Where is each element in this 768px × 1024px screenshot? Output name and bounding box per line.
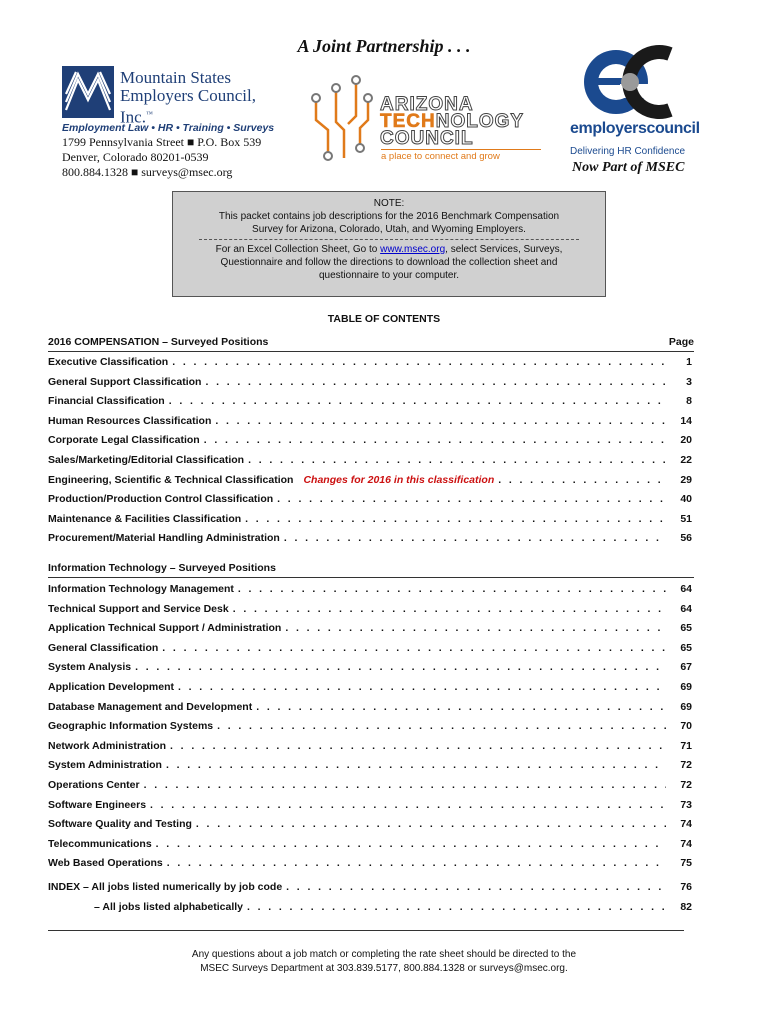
toc-entry[interactable] [48,701,692,715]
toc-entry-note: Changes for 2016 in this classification [303,473,495,486]
toc-entry-page: 3 [686,375,692,388]
toc-entry[interactable] [48,681,692,695]
note-divider [199,239,579,240]
toc-entry[interactable] [48,838,692,852]
address-line: Denver, Colorado 80201-0539 [62,150,209,164]
section-heading-label: Information Technology – Surveyed Positions [48,562,276,574]
toc-entry-page: 82 [680,900,692,913]
toc-entry[interactable] [48,779,692,793]
toc-entry-label: Application Development [48,681,175,693]
footer [0,948,768,976]
dot-leader [233,603,666,615]
toc-entry-label: Information Technology Management [48,583,234,595]
toc-entry[interactable] [48,532,692,546]
dot-leader [204,434,666,446]
toc-entry[interactable] [48,799,692,813]
atc-line2-tech: TECH [380,111,436,132]
toc-entry-page: 69 [680,700,692,713]
toc-entry[interactable] [48,603,692,617]
toc-entry[interactable] [48,454,692,468]
toc-entry-page: 72 [680,759,692,772]
toc-entry-label: Technical Support and Service Desk [48,602,229,615]
toc-entry-label: Telecommunications [48,837,152,850]
dot-leader [286,881,666,893]
atc-tagline: a place to connect and grow [381,149,541,162]
atc-logo [306,72,546,164]
dot-leader [178,681,666,693]
ec-tagline: Delivering HR Confidence [570,146,686,157]
dot-leader [248,454,666,466]
note-heading: NOTE: [373,198,405,209]
toc-entry-page: 70 [680,720,692,733]
note-line: Questionnaire and follow the directions to download the collection sheet and [220,257,558,268]
toc-entry-label: Maintenance & Facilities Classification [48,512,242,525]
toc-entry-label: Application Technical Support / Administration [48,622,282,635]
note-line: This packet contains job descriptions for the 2016 Benchmark Compensation [218,211,560,222]
note-box [172,191,606,297]
footer-line: MSEC Surveys Department at 303.839.5177, 800.884.1328 or surveys@msec.org. [200,963,568,974]
toc-entry-page: 40 [680,493,692,506]
toc-entry[interactable] [48,881,692,895]
dot-leader [166,759,666,771]
mountain-logo-icon [62,66,114,118]
toc-entry-label: – All jobs listed alphabetically [94,900,243,913]
toc-entry-page: 65 [680,641,692,654]
section-heading-it [48,562,694,578]
toc-entry[interactable] [48,583,692,597]
toc-entry-page: 71 [680,739,692,752]
toc-entry-label: General Support Classification [48,375,202,388]
toc-entry[interactable] [48,395,692,409]
toc-title: TABLE OF CONTENTS [327,313,441,325]
toc-entry[interactable] [48,434,692,448]
dot-leader [205,376,666,388]
address-line: 800.884.1328 ■ surveys@msec.org [62,165,233,179]
toc-entry-page: 1 [686,356,692,368]
section-heading-label: 2016 COMPENSATION – Surveyed Positions [48,336,269,348]
dot-leader [277,493,666,505]
toc-entry[interactable] [48,376,692,390]
dot-leader [284,532,666,544]
collection-suffix: , select Services, Surveys, [445,244,563,255]
dot-leader [169,395,666,407]
section-heading-compensation [48,336,694,352]
toc-entry-page: 74 [680,818,692,831]
toc-entry-label: Engineering, Scientific & Technical Classification [48,473,294,486]
dot-leader [256,701,666,713]
msec-link[interactable]: www.msec.org [380,244,446,255]
toc-entry-page: 69 [680,681,692,693]
toc-entry[interactable] [48,513,692,527]
toc-entry-label: System Administration [48,759,162,772]
toc-entry-page: 72 [680,779,692,791]
bottom-divider [48,930,684,931]
dot-leader [135,661,666,673]
page-title: A Joint Partnership . . . [297,36,471,56]
toc-entry[interactable] [48,642,692,656]
circuit-icon [306,72,378,164]
ec-logo [568,42,698,178]
footer-line: Any questions about a job match or completing the rate sheet should be directed to the [191,949,577,960]
toc-entry[interactable] [48,740,692,754]
toc-entry-page: 67 [680,661,692,674]
toc-entry[interactable] [48,759,692,773]
toc-entry[interactable] [48,661,692,675]
toc-entry[interactable] [94,901,692,915]
toc-entry-page: 64 [680,583,692,595]
dot-leader [238,583,666,595]
toc-entry-page: 74 [680,837,692,850]
dot-leader [196,818,666,830]
toc-entry-page: 8 [686,395,692,408]
toc-entry-label: System Analysis [48,661,132,674]
toc-entry-label: Operations Center [48,779,140,791]
toc-entry-label: Procurement/Material Handling Administration [48,532,280,545]
toc-entry-page: 29 [680,473,692,486]
toc-entry-page: 22 [680,454,692,466]
toc-entry-label: Software Engineers [48,798,147,811]
toc-entry-label: Corporate Legal Classification [48,434,200,447]
dot-leader [217,720,666,732]
toc-entry-label: Network Administration [48,739,167,752]
dot-leader [215,415,666,427]
toc-entry-label: General Classification [48,641,159,654]
toc-entry-label: Sales/Marketing/Editorial Classification [48,454,245,466]
dot-leader [285,622,666,634]
toc-entry-page: 20 [680,434,692,447]
note-line: questionnaire to your computer. [318,270,460,281]
collection-prefix: For an Excel Collection Sheet, Go to [215,244,381,255]
atc-name [380,96,524,147]
msec-name [120,69,292,127]
toc-entry[interactable] [48,356,692,370]
msec-name-line1: Mountain States [120,68,231,87]
dot-leader [498,474,666,486]
toc-entry-label: Financial Classification [48,395,165,408]
ec-name: employerscouncil [570,120,700,137]
dot-leader [245,513,666,525]
dot-leader [172,356,666,368]
toc-entry-page: 65 [680,622,692,635]
msec-address [62,135,261,180]
msec-tagline: Employment Law • HR • Training • Surveys [62,122,275,134]
toc-entry[interactable] [48,622,692,636]
msec-name-line2: Employers Council, Inc. [120,86,256,127]
ec-monogram-icon [568,42,698,122]
dot-leader [247,901,666,913]
toc-entry-page: 14 [680,414,692,427]
toc-entry-page: 56 [680,532,692,545]
toc-entry-label: Geographic Information Systems [48,720,214,733]
toc-entry[interactable] [48,857,692,871]
dot-leader [156,838,666,850]
note-line: Survey for Arizona, Colorado, Utah, and Wyoming Employers. [252,224,526,235]
toc-entry-label: Executive Classification [48,356,169,368]
ec-part-of: Now Part of MSEC [572,160,685,175]
atc-line3: COUNCIL [380,128,474,149]
trademark: ™ [145,110,153,118]
dot-leader [170,740,666,752]
toc-entry-label: Production/Production Control Classification [48,493,274,506]
toc-entry[interactable] [48,493,692,507]
dot-leader [162,642,666,654]
toc-entry-label: Human Resources Classification [48,414,212,427]
toc-entry[interactable] [48,818,692,832]
atc-line2-nology: NOLOGY [435,111,525,132]
toc-entry-page: 64 [680,602,692,615]
note-collection-line [181,243,597,256]
toc-entry-label: Software Quality and Testing [48,818,192,831]
toc-entry-label: Web Based Operations [48,857,163,870]
toc-entry-page: 73 [680,798,692,811]
toc-entry-label: Database Management and Development [48,700,253,713]
toc-entry-page: 76 [680,881,692,893]
toc-entry-page: 75 [680,857,692,870]
dot-leader [167,857,666,869]
toc-entry-page: 51 [680,512,692,525]
address-line: 1799 Pennsylvania Street ■ P.O. Box 539 [62,135,262,149]
toc-entry-label: INDEX – All jobs listed numerically by job code [48,881,283,893]
dot-leader [144,779,666,791]
toc-entry[interactable] [48,474,692,488]
atc-line1: ARIZONA [380,94,474,115]
msec-logo [62,66,292,127]
dot-leader [150,799,666,811]
toc-entry[interactable] [48,415,692,429]
toc-entry[interactable] [48,720,692,734]
page-column-label: Page [668,336,694,348]
